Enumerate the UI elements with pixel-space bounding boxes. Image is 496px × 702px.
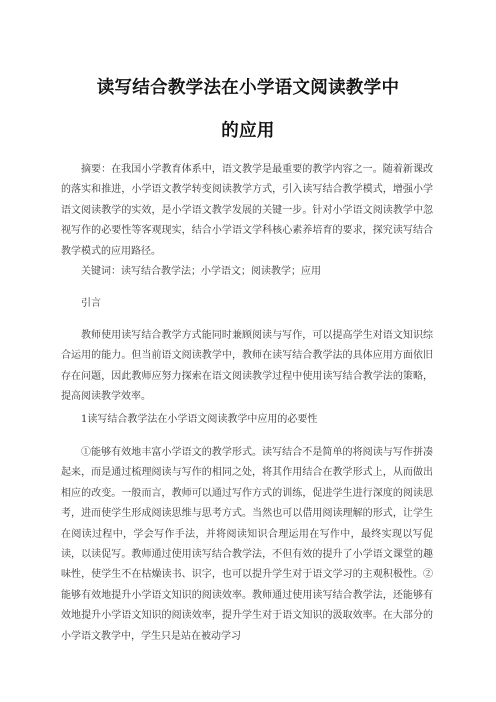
abstract-paragraph: 摘要：在我国小学教育体系中，语文教学是最重要的教学内容之一。随着新课改的落实和推进，小学语文教学转变阅读教学方式，引入读写结合教学模式，增强小学语文阅读教学的实效，是小学语文教学发展的关键一步。针对小学语文阅读教学中忽视写作的必要性等客观现实，结合小学语文学科核心素养培育的要求，探究读写结合教学模式的应用路径。: [61, 164, 433, 257]
keywords-line: 关键词：读写结合教学法；小学语文；阅读教学；应用: [81, 266, 321, 277]
section-1-paragraph: ①能够有效地丰富小学语文的教学形式。读写结合不是简单的将阅读与写作拼凑起来，而是通过梳理阅读与写作的相同之处，将其作用结合在教学形式上，从而做出相应的改变。一般而言，教师可以通过写作方式的训练，促进学生进行深度的阅读思考，进而使学生形成阅读思维与思考方式。当然也可以借用阅读理解的形式，让学生在阅读过程中，学会写作手法，并将阅读知识合理运用在写作中，最终实现以写促读，以读促写。教师通过使用读写结合教学法，不但有效的提升了小学语文课堂的趣味性，使学生不在枯燥读书、识字，也可以提升学生对于语文学习的主观积极性。②能够有效地提升小学语文知识的阅读效率。教师通过使用读写结合教学法，还能够有效地提升小学语文知识的阅读效率，提升学生对于语文知识的汲取效率。在大部分的小学语文教学中，学生只是站在被动学习: [61, 447, 433, 642]
section-1-heading: 1读写结合教学法在小学语文阅读教学中应用的必要性: [81, 414, 318, 425]
intro-heading: 引言: [81, 298, 101, 309]
document-title-line-2: 的应用: [221, 121, 275, 141]
document-title-line-1: 读写结合教学法在小学语文阅读教学中: [96, 78, 400, 98]
intro-paragraph: 教师使用读写结合教学方式能同时兼顾阅读与写作，可以提高学生对语文知识综合运用的能力。但当前语文阅读教学中，教师在读写结合教学法的具体应用方面依旧存在问题，因此教师应努力探索在语文阅读教学过程中使用读写结合教学法的策略，提高阅读教学效率。: [61, 330, 433, 403]
